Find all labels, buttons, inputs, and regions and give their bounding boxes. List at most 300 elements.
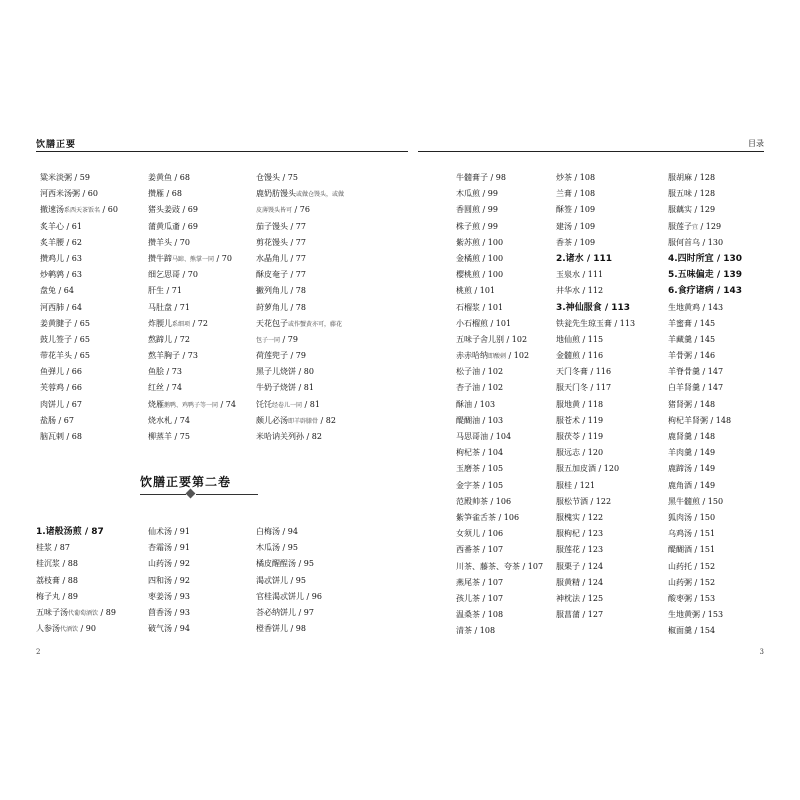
header-rule-right <box>418 151 764 152</box>
toc-entry <box>36 621 116 637</box>
toc-entry <box>40 235 118 251</box>
toc-section-heading <box>668 251 742 267</box>
toc-entry-text: 服五加皮酒 / 120 <box>556 464 620 474</box>
toc-entry <box>40 283 118 299</box>
toc-entry-text: 小石榴煎 / 101 <box>456 318 512 328</box>
toc-section-heading <box>556 300 635 316</box>
toc-entry-text: 撤速汤 <box>40 205 64 215</box>
toc-entry-text: 柳蒸羊 / 75 <box>148 432 190 441</box>
toc-entry <box>36 573 116 589</box>
toc-entry-text: 酸枣粥 / 153 <box>668 593 716 603</box>
toc-entry <box>456 461 543 477</box>
toc-entry <box>556 397 635 413</box>
toc-entry-text: 神枕法 / 125 <box>556 593 604 603</box>
toc-entry <box>668 575 742 591</box>
toc-entry <box>668 186 742 202</box>
toc-entry-text: 酥油 / 103 <box>456 399 496 409</box>
toc-entry-text: 牛奶子烧饼 / 81 <box>256 383 314 393</box>
toc-entry-text: 白梅汤 / 94 <box>256 527 298 536</box>
toc-entry-text: 饦饦 <box>256 399 272 409</box>
toc-entry <box>668 380 742 396</box>
toc-entry-text: 服天门冬 / 117 <box>556 383 612 393</box>
toc-column-2 <box>148 170 236 445</box>
toc-column-4 <box>456 170 543 639</box>
toc-entry <box>40 429 118 445</box>
toc-entry <box>556 364 635 380</box>
diamond-ornament-icon <box>186 489 196 499</box>
toc-entry-note: 经卷儿一同 <box>272 401 303 409</box>
toc-entry <box>456 607 543 623</box>
toc-entry-page: / 129 <box>698 221 722 231</box>
toc-entry-text: 莳萝角儿 / 78 <box>256 302 306 312</box>
toc-entry <box>556 429 635 445</box>
toc-entry <box>456 542 543 558</box>
toc-entry <box>456 591 543 607</box>
toc-entry-text: 鹿蹄汤 / 149 <box>668 464 716 474</box>
toc-entry-text: 羊蜜膏 / 145 <box>668 318 716 328</box>
toc-entry <box>556 413 635 429</box>
toc-entry <box>40 170 118 186</box>
toc-entry-text: 杏子油 / 102 <box>456 383 504 393</box>
toc-column-1 <box>40 170 118 445</box>
toc-entry-text: 山药汤 / 92 <box>148 559 190 569</box>
toc-entry <box>456 559 543 575</box>
toc-entry-text: 仓馒头 / 75 <box>256 173 298 182</box>
toc-entry-text: 山药粥 / 152 <box>668 577 716 587</box>
toc-entry <box>148 556 190 572</box>
toc-entry <box>148 413 236 429</box>
toc-entry <box>256 429 344 445</box>
toc-entry <box>40 219 118 235</box>
toc-entry-text: 炒茶 / 108 <box>556 173 596 182</box>
toc-entry-text: 玉泉水 / 111 <box>556 270 604 280</box>
toc-entry <box>148 621 190 637</box>
toc-entry-text: 服黄精 / 124 <box>556 577 604 587</box>
toc-entry <box>40 380 118 396</box>
toc-section-heading <box>556 251 635 267</box>
toc-entry <box>256 235 344 251</box>
toc-entry-text: 撇列角儿 / 78 <box>256 286 306 296</box>
toc-entry-text: 渴忒饼儿 / 95 <box>256 575 306 585</box>
toc-entry-text: 肝生 / 71 <box>148 286 182 296</box>
toc-entry <box>668 170 742 186</box>
toc-entry-text: 鱼弹儿 / 66 <box>40 367 82 377</box>
toc-entry-text: 姜黄鱼 / 68 <box>148 173 190 182</box>
toc-entry <box>556 316 635 332</box>
toc-entry <box>456 380 543 396</box>
toc-entry-text: 服松节酒 / 122 <box>556 496 612 506</box>
toc-entry-text: 脑瓦剌 / 68 <box>40 432 82 441</box>
toc-entry-text: 马思哥油 / 104 <box>456 432 512 441</box>
toc-entry <box>148 524 190 540</box>
toc-entry <box>456 413 543 429</box>
toc-entry <box>668 542 742 558</box>
toc-entry-text: 五味子舍儿别 / 102 <box>456 334 528 344</box>
toc-entry <box>256 348 344 364</box>
toc-entry-text: 服枸杞 / 123 <box>556 529 604 539</box>
toc-entry-text: 酥签 / 109 <box>556 205 596 215</box>
toc-entry-text: 株子煎 / 99 <box>456 221 498 231</box>
toc-entry <box>40 251 118 267</box>
toc-entry <box>556 267 635 283</box>
toc-entry-text: 剪花馒头 / 77 <box>256 237 306 247</box>
toc-section-heading <box>668 267 742 283</box>
toc-entry-text: 温桑茶 / 108 <box>456 610 504 620</box>
toc-entry <box>456 316 543 332</box>
toc-entry <box>148 186 236 202</box>
toc-column-8 <box>148 524 190 637</box>
toc-entry-text: 枣姜汤 / 93 <box>148 591 190 601</box>
toc-entry <box>40 413 118 429</box>
toc-entry <box>40 348 118 364</box>
volume-rule-right <box>196 494 258 495</box>
toc-entry-text: 芙蓉鸡 / 66 <box>40 383 82 393</box>
toc-entry <box>556 575 635 591</box>
toc-entry <box>456 235 543 251</box>
toc-entry <box>36 556 116 572</box>
toc-entry-text: 烧雁 <box>148 399 164 409</box>
book-title-header: 饮膳正要 <box>36 140 77 150</box>
toc-entry <box>556 607 635 623</box>
toc-entry-text: 燕尾茶 / 107 <box>456 577 504 587</box>
toc-section-heading <box>668 283 742 299</box>
toc-entry-text: 攒羊头 / 70 <box>148 237 190 247</box>
toc-entry <box>256 332 344 348</box>
toc-entry-note: 马蹄、熊掌一同 <box>172 255 215 263</box>
toc-entry <box>668 413 742 429</box>
toc-entry-text: 熬羊胸子 / 73 <box>148 351 198 361</box>
toc-entry-text: 仙术汤 / 91 <box>148 527 190 536</box>
toc-entry <box>556 542 635 558</box>
toc-entry-text: 官桂渴忒饼儿 / 96 <box>256 591 322 601</box>
toc-entry-text: 五味子汤 <box>36 607 68 617</box>
toc-entry <box>556 559 635 575</box>
toc-entry-text: 河西米汤粥 / 60 <box>40 189 98 199</box>
toc-entry-text: 5.五味偏走 / 139 <box>668 270 743 281</box>
toc-entry-text: 颇儿必汤 <box>256 415 288 425</box>
toc-entry-text: 木瓜煎 / 99 <box>456 189 498 199</box>
toc-entry-note: 皮薄馒头皆可 <box>256 207 293 215</box>
toc-entry <box>256 219 344 235</box>
toc-entry <box>148 267 236 283</box>
toc-entry-text: 米哈讷关列孙 / 82 <box>256 432 322 441</box>
header-rule-left <box>36 151 408 152</box>
toc-entry-text: 服地黄 / 118 <box>556 399 604 409</box>
toc-entry <box>556 494 635 510</box>
toc-entry-text: 服远志 / 120 <box>556 448 604 458</box>
toc-entry-text: 荷莲兜子 / 79 <box>256 351 306 361</box>
toc-entry <box>456 283 543 299</box>
toc-entry <box>40 300 118 316</box>
toc-entry <box>556 526 635 542</box>
toc-entry-text: 羊藏羹 / 145 <box>668 334 716 344</box>
toc-entry <box>148 251 236 267</box>
toc-entry-text: 粱米淡粥 / 59 <box>40 173 90 182</box>
toc-entry <box>256 573 322 589</box>
toc-entry-text: 生地黄鸡 / 143 <box>668 302 724 312</box>
toc-column-3 <box>256 170 344 445</box>
toc-entry <box>148 364 236 380</box>
toc-entry-text: 天门冬膏 / 116 <box>556 367 612 377</box>
toc-entry-text: 马肚盘 / 71 <box>148 302 190 312</box>
toc-entry <box>148 202 236 218</box>
toc-entry <box>668 300 742 316</box>
volume-rule-left <box>140 494 186 495</box>
toc-entry-text: 盐肠 / 67 <box>40 415 74 425</box>
toc-entry <box>456 429 543 445</box>
toc-entry-text: 2.诸水 / 111 <box>556 253 613 264</box>
toc-entry <box>148 540 190 556</box>
toc-entry-text: 炙羊心 / 61 <box>40 221 82 231</box>
toc-entry-text: 椒面羹 / 154 <box>668 626 716 636</box>
toc-entry-text: 鱼脍 / 73 <box>148 367 182 377</box>
toc-entry <box>36 540 116 556</box>
toc-entry <box>556 445 635 461</box>
toc-entry-page: / 79 <box>280 334 298 344</box>
toc-entry <box>456 348 543 364</box>
toc-entry <box>668 332 742 348</box>
toc-entry <box>456 623 543 639</box>
toc-entry <box>556 219 635 235</box>
toc-entry-text: 鹿奶肪馒头 <box>256 189 296 199</box>
toc-entry-text: 枸杞茶 / 104 <box>456 448 504 458</box>
toc-entry-text: 金髓煎 / 116 <box>556 351 604 361</box>
toc-entry <box>668 591 742 607</box>
toc-entry-text: 醍醐酒 / 151 <box>668 545 716 555</box>
toc-entry <box>556 332 635 348</box>
toc-entry <box>668 526 742 542</box>
toc-entry-text: 服莲花 / 123 <box>556 545 604 555</box>
toc-entry-note: 即酸刺 <box>488 353 507 361</box>
toc-entry-text: 牛髓膏子 / 98 <box>456 173 506 182</box>
toc-entry-page: / 102 <box>506 351 530 361</box>
toc-entry-text: 铁瓮先生琼玉膏 / 113 <box>556 318 636 328</box>
toc-entry <box>40 364 118 380</box>
toc-entry-text: 细乞思哥 / 70 <box>148 270 198 280</box>
toc-entry <box>456 170 543 186</box>
toc-entry-text: 3.神仙服食 / 113 <box>556 302 631 313</box>
toc-entry <box>148 380 236 396</box>
toc-entry <box>36 605 116 621</box>
toc-entry-text: 清茶 / 108 <box>456 626 496 636</box>
toc-entry-text: 白羊肾羹 / 147 <box>668 383 724 393</box>
toc-entry-text: 桃煎 / 101 <box>456 286 496 296</box>
toc-entry <box>40 397 118 413</box>
toc-entry <box>456 202 543 218</box>
toc-entry-text: 玉磨茶 / 105 <box>456 464 504 474</box>
toc-entry <box>668 478 742 494</box>
toc-entry-note: 系西天茶饭名 <box>64 207 101 215</box>
toc-entry-text: 紫笋雀舌茶 / 106 <box>456 512 520 522</box>
toc-entry-text: 黑子儿烧饼 / 80 <box>256 367 314 377</box>
toc-entry-text: 攒牛蹄 <box>148 253 172 263</box>
toc-entry-text: 石榴浆 / 101 <box>456 302 504 312</box>
toc-entry-text: 范殿帅茶 / 106 <box>456 496 512 506</box>
toc-entry <box>556 380 635 396</box>
toc-entry-text: 炸腝儿 <box>148 318 172 328</box>
toc-entry <box>556 591 635 607</box>
toc-column-6 <box>668 170 742 639</box>
toc-entry-note: 或作蟹黄亦可，藤花 <box>288 320 343 328</box>
toc-entry <box>148 429 236 445</box>
toc-entry <box>456 494 543 510</box>
toc-entry <box>668 348 742 364</box>
toc-entry <box>456 267 543 283</box>
toc-entry <box>456 526 543 542</box>
toc-entry-text: 羊骨粥 / 146 <box>668 351 716 361</box>
toc-entry <box>556 235 635 251</box>
toc-entry-text: 带花羊头 / 65 <box>40 351 90 361</box>
toc-entry <box>256 300 344 316</box>
toc-entry <box>668 607 742 623</box>
toc-entry <box>148 589 190 605</box>
toc-entry <box>456 575 543 591</box>
toc-entry-text: 女须儿 / 106 <box>456 529 504 539</box>
page-number-right: 3 <box>759 648 764 656</box>
toc-entry-text: 紫苏煎 / 100 <box>456 237 504 247</box>
toc-entry-text: 人参汤 <box>36 624 60 634</box>
toc-entry <box>148 316 236 332</box>
toc-entry <box>456 186 543 202</box>
toc-entry <box>256 364 344 380</box>
toc-entry <box>456 219 543 235</box>
toc-entry-note: 包子一同 <box>256 336 281 344</box>
toc-entry-text: 鼓儿签子 / 65 <box>40 334 90 344</box>
toc-entry-text: 猪肾粥 / 148 <box>668 399 716 409</box>
toc-entry-note: 系细项 <box>172 320 191 328</box>
toc-entry-text: 井华水 / 112 <box>556 286 604 296</box>
toc-entry <box>36 589 116 605</box>
toc-entry <box>556 283 635 299</box>
toc-entry-text: 蒲黄瓜齑 / 69 <box>148 221 198 231</box>
toc-column-5 <box>556 170 635 623</box>
toc-entry <box>456 364 543 380</box>
toc-entry-page: / 60 <box>100 205 118 215</box>
toc-entry-text: 盘兔 / 64 <box>40 286 74 296</box>
toc-entry-text: 服苍术 / 119 <box>556 415 604 425</box>
toc-entry <box>40 186 118 202</box>
toc-entry <box>456 510 543 526</box>
toc-header: 目录 <box>748 139 764 148</box>
toc-entry-text: 孩儿茶 / 107 <box>456 593 504 603</box>
toc-entry-text: 炙羊腰 / 62 <box>40 237 82 247</box>
toc-entry <box>256 186 344 202</box>
toc-entry <box>256 540 322 556</box>
toc-entry-text: 兰膏 / 108 <box>556 189 596 199</box>
toc-entry-text: 服茯苓 / 119 <box>556 432 604 441</box>
toc-entry-text: 肉饼儿 / 67 <box>40 399 82 409</box>
volume-title: 饮膳正要第二卷 <box>140 475 232 489</box>
toc-entry-text: 4.四时所宜 / 130 <box>668 253 743 264</box>
toc-entry <box>456 251 543 267</box>
toc-entry-text: 服莲子 <box>668 221 692 231</box>
toc-entry-text: 狐肉汤 / 150 <box>668 512 716 522</box>
toc-entry-note: 代葡萄酒饮 <box>68 609 99 617</box>
toc-entry-text: 枸杞羊肾粥 / 148 <box>668 415 732 425</box>
toc-entry-text: 酥皮奄子 / 77 <box>256 270 306 280</box>
toc-entry-text: 桂沉浆 / 88 <box>36 559 78 569</box>
toc-entry-text: 水晶角儿 / 77 <box>256 253 306 263</box>
toc-entry-text: 建汤 / 109 <box>556 221 596 231</box>
toc-entry-text: 熬蹄儿 / 72 <box>148 334 190 344</box>
toc-entry-text: 四和汤 / 92 <box>148 575 190 585</box>
toc-entry-text: 茄子馒头 / 77 <box>256 221 306 231</box>
toc-entry <box>256 621 322 637</box>
toc-entry-page: / 70 <box>214 253 232 263</box>
toc-entry-text: 破气汤 / 94 <box>148 624 190 634</box>
toc-entry <box>148 219 236 235</box>
toc-entry-text: 乌鸡汤 / 151 <box>668 529 716 539</box>
toc-entry <box>668 510 742 526</box>
toc-entry-text: 服胡麻 / 128 <box>668 173 716 182</box>
toc-entry <box>556 348 635 364</box>
toc-entry <box>456 478 543 494</box>
toc-entry <box>256 316 344 332</box>
toc-entry-text: 攒雁 / 68 <box>148 189 182 199</box>
toc-entry <box>456 397 543 413</box>
toc-entry <box>668 316 742 332</box>
toc-entry <box>256 556 322 572</box>
page-number-left: 2 <box>36 648 41 656</box>
toc-entry-text: 服桂 / 121 <box>556 480 596 490</box>
toc-entry <box>148 348 236 364</box>
toc-entry-text: 木瓜汤 / 95 <box>256 543 298 553</box>
toc-entry-text: 樱桃煎 / 100 <box>456 270 504 280</box>
toc-entry <box>256 397 344 413</box>
toc-entry <box>668 494 742 510</box>
toc-entry-page: / 81 <box>302 399 320 409</box>
toc-entry-text: 金橘煎 / 100 <box>456 253 504 263</box>
toc-entry-text: 鹿角酒 / 149 <box>668 480 716 490</box>
toc-entry-text: 炒鹌鹑 / 63 <box>40 270 82 280</box>
toc-entry-text: 荔枝膏 / 88 <box>36 575 78 585</box>
toc-entry <box>256 283 344 299</box>
toc-entry-text: 荅必纳饼儿 / 97 <box>256 607 314 617</box>
toc-entry-text: 烧水札 / 74 <box>148 415 190 425</box>
toc-entry-page: / 72 <box>190 318 208 328</box>
toc-entry <box>256 251 344 267</box>
toc-entry-text: 橘皮醒酲汤 / 95 <box>256 559 314 569</box>
toc-entry-text: 香茶 / 109 <box>556 237 596 247</box>
toc-entry <box>668 623 742 639</box>
toc-entry <box>668 445 742 461</box>
toc-entry-text: 6.食疗诸病 / 143 <box>668 286 743 297</box>
toc-entry-note: 宜 <box>692 223 699 231</box>
toc-entry-text: 服何首乌 / 130 <box>668 237 724 247</box>
toc-entry <box>256 380 344 396</box>
toc-entry <box>256 170 344 186</box>
toc-entry <box>148 300 236 316</box>
toc-entry-text: 梅子丸 / 89 <box>36 591 78 601</box>
toc-entry <box>256 267 344 283</box>
toc-entry-text: 桂浆 / 87 <box>36 543 70 553</box>
toc-entry <box>668 397 742 413</box>
toc-entry-page: / 76 <box>292 205 310 215</box>
toc-entry <box>40 332 118 348</box>
toc-entry-note: 或做仓馒头，或做 <box>296 191 345 199</box>
toc-entry-text: 天花包子 <box>256 318 288 328</box>
toc-entry <box>256 589 322 605</box>
toc-entry-page: / 74 <box>218 399 236 409</box>
toc-entry <box>148 283 236 299</box>
toc-entry <box>148 332 236 348</box>
toc-entry-text: 生地黄粥 / 153 <box>668 610 724 620</box>
toc-entry-text: 川茶、藤茶、夸茶 / 107 <box>456 561 544 571</box>
toc-entry-text: 1.诸般汤煎 / 87 <box>36 527 104 537</box>
toc-entry <box>456 332 543 348</box>
toc-entry <box>148 605 190 621</box>
toc-entry <box>40 316 118 332</box>
